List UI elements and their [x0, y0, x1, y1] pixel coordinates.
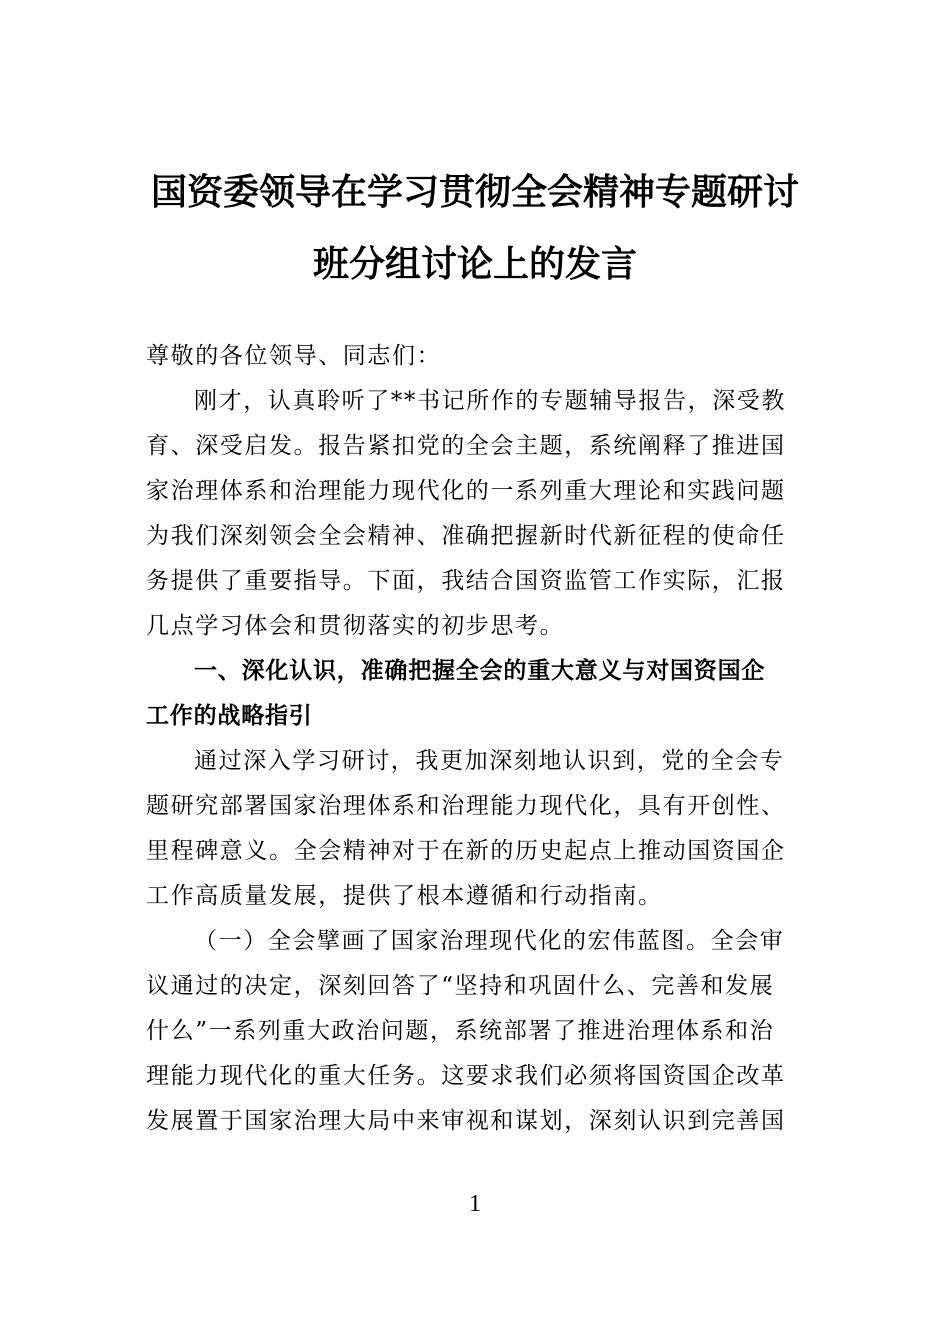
body-line: 家治理体系和治理能力现代化的一系列重大理论和实践问题	[146, 478, 786, 504]
body-line: 刚才，认真聆听了**书记所作的专题辅导报告，深受教	[194, 388, 786, 414]
body-line: 里程碑意义。全会精神对于在新的历史起点上推动国资国企	[146, 838, 786, 864]
subsection-line: （一）全会擘画了国家治理现代化的宏伟蓝图。全会审	[194, 928, 785, 954]
page-number: 1	[469, 1191, 481, 1217]
section-heading-line: 一、深化认识，准确把握全会的重大意义与对国资国企	[194, 658, 766, 684]
body-line: 为我们深刻领会全会精神、准确把握新时代新征程的使命任	[146, 523, 786, 549]
body-line: 议通过的决定，深刻回答了“坚持和巩固什么、完善和发展	[146, 973, 775, 999]
document-title-line-1: 国资委领导在学习贯彻全会精神专题研讨	[150, 171, 799, 213]
document-title-line-2: 班分组讨论上的发言	[312, 243, 637, 285]
body-line: 题研究部署国家治理体系和治理能力现代化，具有开创性、	[146, 793, 786, 819]
section-heading-line: 工作的战略指引	[146, 703, 313, 729]
body-line: 什么”一系列重大政治问题，系统部署了推进治理体系和治	[146, 1018, 775, 1044]
body-line: 工作高质量发展，提供了根本遵循和行动指南。	[146, 883, 663, 909]
body-line: 发展置于国家治理大局中来审视和谋划，深刻认识到完善国	[146, 1108, 786, 1134]
body-line: 通过深入学习研讨，我更加深刻地认识到，党的全会专	[194, 748, 785, 774]
body-line: 务提供了重要指导。下面，我结合国资监管工作实际，汇报	[146, 568, 786, 594]
body-line: 几点学习体会和贯彻落实的初步思考。	[146, 613, 565, 639]
salutation: 尊敬的各位领导、同志们：	[146, 343, 442, 369]
body-line: 理能力现代化的重大任务。这要求我们必须将国资国企改革	[146, 1063, 786, 1089]
body-line: 育、深受启发。报告紧扣党的全会主题，系统阐释了推进国	[146, 433, 786, 459]
